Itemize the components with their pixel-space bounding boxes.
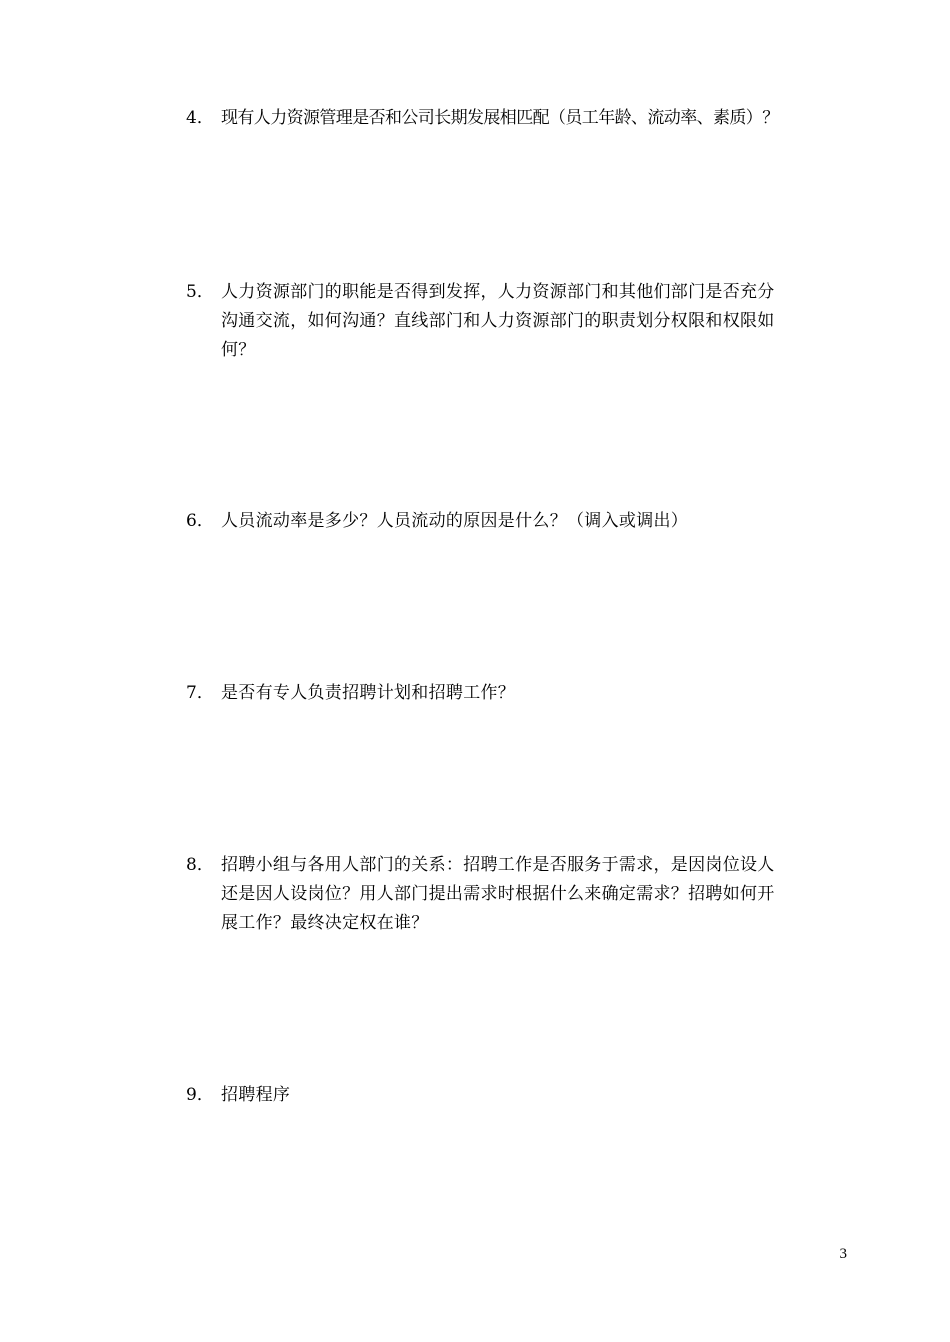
question-text bbox=[221, 679, 850, 708]
question-8 bbox=[186, 851, 850, 938]
question-line: 还是因人设岗位？用人部门提出需求时根据什么来确定需求？招聘如何开 bbox=[221, 884, 775, 904]
question-4 bbox=[186, 104, 850, 133]
question-line: 招聘程序 bbox=[221, 1085, 291, 1105]
question-5 bbox=[186, 278, 850, 365]
question-text bbox=[221, 104, 850, 133]
question-text bbox=[221, 278, 850, 365]
question-text bbox=[221, 507, 850, 536]
question-6 bbox=[186, 507, 850, 536]
question-text bbox=[221, 851, 850, 938]
question-line: 沟通交流，如何沟通？直线部门和人力资源部门的职责划分权限和权限如 bbox=[221, 311, 775, 331]
question-7 bbox=[186, 679, 850, 708]
question-line: 人力资源部门的职能是否得到发挥，人力资源部门和其他们部门是否充分 bbox=[221, 282, 775, 302]
question-number: 8． bbox=[186, 855, 214, 875]
question-number: 5． bbox=[186, 282, 214, 302]
question-text bbox=[221, 1081, 850, 1110]
question-number: 7． bbox=[186, 683, 214, 703]
question-9 bbox=[186, 1081, 850, 1110]
question-number: 9． bbox=[186, 1085, 214, 1105]
question-line: 招聘小组与各用人部门的关系：招聘工作是否服务于需求，是因岗位设人 bbox=[221, 855, 775, 875]
question-line: 现有人力资源管理是否和公司长期发展相匹配（员工年龄、流动率、素质）？ bbox=[221, 108, 779, 128]
question-line: 是否有专人负责招聘计划和招聘工作？ bbox=[221, 683, 516, 703]
question-number: 6． bbox=[186, 511, 214, 531]
question-line: 人员流动率是多少？人员流动的原因是什么？（调入或调出） bbox=[221, 511, 689, 531]
question-line: 展工作？最终决定权在谁？ bbox=[221, 913, 429, 933]
page-number: 3 bbox=[839, 1246, 847, 1262]
question-number: 4． bbox=[186, 108, 214, 128]
question-line: 何？ bbox=[221, 340, 256, 360]
